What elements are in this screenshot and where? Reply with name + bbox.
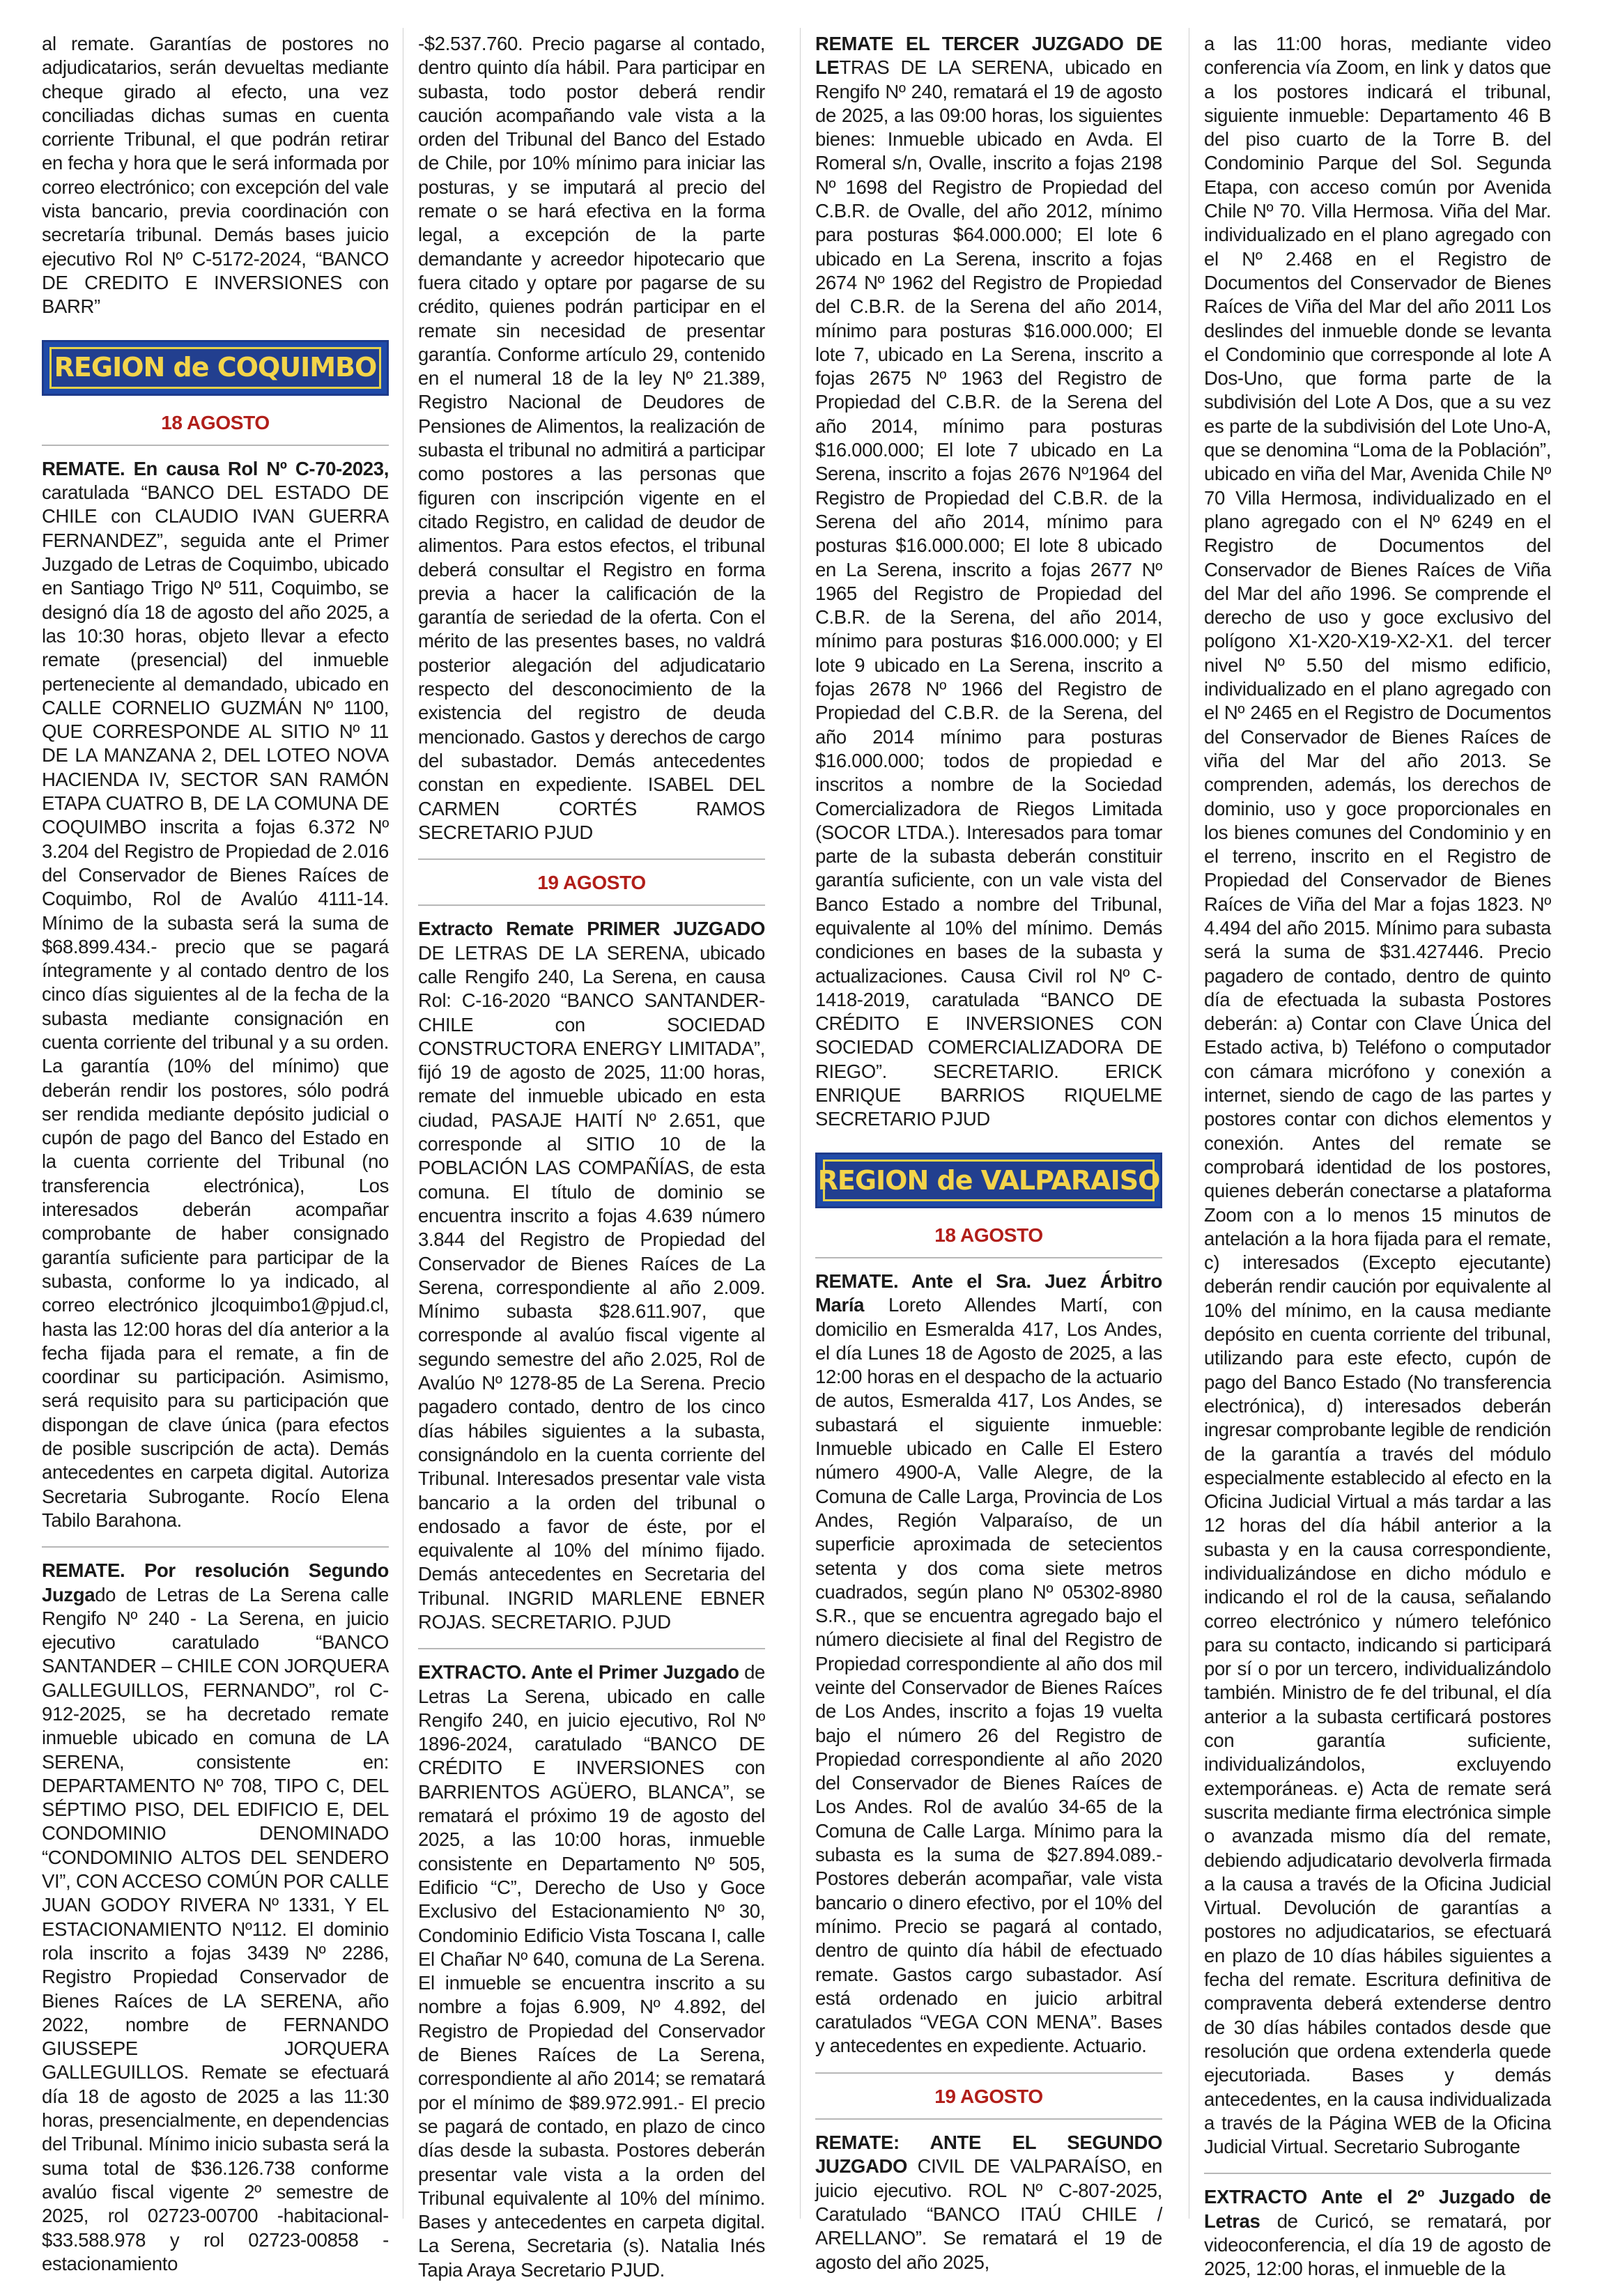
divider [815, 2118, 1162, 2120]
notice-lead: REMATE. En causa Rol Nº C-70-2023, [42, 457, 389, 479]
notice-text: al remate. Garantías de postores no adjudicatarios, serán devueltas mediante cheque girado al efecto, una vez conciliadas dichas sumas en cuenta corriente Tribunal, el que podrán retirar en fecha y hora que le será informada por correo electrónico; con excepción del vale vista bancario, previa coordinación con secretaría tribunal. Demás bases juicio ejecutivo Rol Nº C-5172-2024, “BANCO DE CREDITO E INVERSIONES con BARR” [42, 33, 389, 318]
divider [418, 904, 765, 906]
notice-body: CIVIL DE VALPARAÍSO, en juicio ejecutivo. ROL Nº C-807-2025, Caratulado “BANCO ITAÚ CHILE / ARELLANO”. Se rematará el 19 de agosto del año 2025, [815, 2155, 1162, 2273]
notice-body: DE LETRAS DE LA SERENA, ubicado calle Rengifo 240, La Serena, en causa Rol: C-16-2020 “BANCO SANTANDER-CHILE con SOCIEDAD CONSTRUCTORA ENERGY LIMITADA”, fijó 19 de agosto de 2025, 11:00 horas, remate del inmueble ubicado en esta ciudad, PASAJE HAITÍ Nº 2.651, que corresponde al SITIO 10 de la POBLACIÓN LAS COMPAÑÍAS, de esta comuna. El título de dominio se encuentra inscrito a fojas 4.639 número 3.844 del Registro de Propiedad del Conservador de Bienes Raíces de La Serena, correspondiente al año 2.009. Mínimo subasta $28.611.907, que corresponde al avalúo fiscal vigente al segundo semestre del año 2.025, Rol de Avalúo Nº 1278-85 de La Serena. Precio pagadero contado, dentro de los cinco días hábiles siguientes a la subasta, consignándolo en la cuenta corriente del Tribunal. Interesados presentar vale vista bancario a la orden del tribunal o endosado a favor de éste, por el equivalente al 10% del mínimo fijado. Demás antecedentes en Secretaria del Tribunal. INGRID MARLENE EBNER ROJAS. SECRETARIO. PJUD [418, 941, 765, 1633]
date-heading: 18 AGOSTO [161, 411, 270, 433]
column-3 [815, 32, 1162, 2288]
region-title: REGION de COQUIMBO [54, 352, 377, 383]
divider [42, 1546, 389, 1548]
date-heading: 19 AGOSTO [934, 2085, 1043, 2107]
date-heading: 18 AGOSTO [934, 1224, 1043, 1246]
notice [42, 1559, 389, 2276]
divider [42, 445, 389, 446]
notice [418, 917, 765, 1634]
divider [815, 2072, 1162, 2074]
region-header-valparaiso [815, 1153, 1162, 1208]
divider [1204, 2173, 1551, 2174]
column-4 [1204, 32, 1551, 2295]
notice-lead: EXTRACTO Ante el 2º Juzgado de Letras [1204, 2186, 1551, 2232]
notice [815, 32, 1162, 1132]
divider [815, 1257, 1162, 1258]
notice-body: de Letras La Serena, ubicado en calle Rengifo 240, en juicio ejecutivo, Rol Nº 1896-2024, caratulado “BANCO DE CRÉDITO E INVERSIONES con BARRIENTOS AGÜERO, BLANCA”, se rematará el próximo 19 de agosto del 2025, a las 10:00 horas, inmueble consistente en Departamento Nº 505, Edificio “C”, Derecho de Uso y Goce Exclusivo del Estacionamiento Nº 30, Condominio Edificio Vista Toscana I, calle El Chañar Nº 640, comuna de La Serena. El inmueble se encuentra inscrito a su nombre a fojas 6.909, Nº 4.892, del Registro de Propiedad del Conservador de Bienes Raíces de La Serena, correspondiente al año 2014; se rematará por el mínimo de $89.972.991.- El precio se pagará de contado, en plazo de cinco días desde la subasta. Postores deberán presentar vale vista a la orden del Tribunal equivalente al 10% del mínimo. Bases y antecedentes en carpeta digital. La Serena, Secretaria (s). Natalia Inés Tapia Araya Secretario PJUD. [418, 1661, 765, 2281]
notice-lead: REMATE: ANTE EL SEGUNDO JUZGADO [815, 2132, 1162, 2178]
region-title: REGION de VALPARAISO [817, 1164, 1160, 1196]
notice-lead: Extracto Remate PRIMER JUZGADO [418, 918, 765, 940]
notice [42, 457, 389, 1532]
notice [815, 2131, 1162, 2274]
notice-lead: REMATE EL TERCER JUZGADO DE LE [815, 33, 1162, 79]
notice-lead: REMATE. Por resolución Segundo Juzga [42, 1559, 389, 1605]
notice [1204, 2185, 1551, 2281]
column-1 [42, 32, 389, 2290]
region-header-coquimbo [42, 340, 389, 396]
divider [418, 1648, 765, 1649]
notice-text: a las 11:00 horas, mediante video conferencia vía Zoom, en link y datos que a los postores indicará el tribunal, siguiente inmueble: Departamento 46 B del piso cuarto de la Torre B. del Condominio Parque del Sol. Segunda Etapa, con acceso común por Avenida Chile Nº 70. Villa Hermosa. Viña del Mar. individualizado en el plano agregado con el Nº 2.468 en el Registro de Documentos del Conservador de Bienes Raíces de Viña del Mar del año 2011 Los deslindes del inmueble donde se levanta el Condominio que corresponde al lote A Dos-Uno, que forma parte de la subdivisión del Lote A Dos, que a su vez es parte de la subdivisión del Lote Uno-A, que se denomina “Loma de la Población”, ubicado en viña del Mar, Avenida Chile Nº 70 Villa Hermosa, individualizado en el plano agregado con el Nº 6249 en el Registro de Documentos del Conservador de Bienes Raíces de Viña del Mar del año 1996. Se comprende el derecho de uso y goce exclusivo del polígono X1-X20-X19-X2-X1. del tercer nivel Nº 5.50 del mismo edificio, individualizado en el plano agregado con el Nº 2465 en el Registro de Documentos del Conservador de Bienes Raíces de viña del Mar del año 2013. Se comprenden, además, los derechos de dominio, uso y goce proporcionales en los bienes comunes del Condominio y en el terreno, inscrito en el Registro de Propiedad del Conservador de Bienes Raíces de Viña del Mar a fojas 1823. Nº 4.494 del año 2015. Mínimo para subasta será la suma de $31.427446. Precio pagadero de contado, dentro de quinto día de efectuada la subasta Postores deberán: a) Contar con Clave Única del Estado activa, b) Teléfono o computador con cámara micrófono y conexión a internet, siendo de cago de las partes y postores contar con dichos elementos y conexión. Antes del remate se comprobará identidad de los postores, quienes deberán conectarse a plataforma Zoom con a lo menos 15 minutos de antelación a la hora fijada para el remate, c) interesados (Excepto ejecutante) deberán rendir caución por equivalente al 10% del mínimo, en la causa mediante depósito en cuenta corriente del tribunal, utilizando para este efecto, cupón de pago del Banco Estado (No transferencia electrónica), d) interesados deberán ingresar comprobante legible de rendición de la garantía a través del módulo especialmente establecido al efecto en la Oficina Judicial Virtual a más tardar a las 12 horas del día hábil anterior a la subasta y en la causa correspondiente, individualizándose en dicho módulo e indicando el rol de la causa, señalando correo electrónico y número telefónico para su contacto, indicando si participará por sí o por un tercero, individualizándolo también. Ministro de fe del tribunal, el día anterior a la subasta certificará postores con garantía suficiente, individualizándolos, excluyendo extemporáneas. e) Acta de remate será suscrita mediante firma electrónica simple o avanzada mismo día del remate, debiendo adjudicatario devolverla firmada a la causa a través de la Oficina Judicial Virtual. Devolución de garantías a postores no adjudicatarios, se efectuará en plazo de 10 días hábiles siguientes a fecha del remate. Escritura definitiva de compraventa deberá extenderse dentro de 30 días hábiles contados desde que resolución que ordena extenderla quede ejecutoriada. Bases y demás antecedentes, en la causa individualizada a través de la Página WEB de la Oficina Judicial Virtual. Secretario Subrogante [1204, 33, 1551, 2158]
notice [815, 1270, 1162, 2058]
notice-lead: REMATE. Ante el Sra. Juez Árbitro María [815, 1270, 1162, 1316]
notice-body: do de Letras de La Serena calle Rengifo Nº 240 - La Serena, en juicio ejecutivo caratulado “BANCO SANTANDER – CHILE CON JORQUERA GALLEGUILLOS, FERNANDO”, rol C-912-2025, se ha decretado remate inmueble ubicado en comuna de LA SERENA, consistente en: DEPARTAMENTO Nº 708, TIPO C, DEL SÉPTIMO PISO, DEL EDIFICIO E, DEL CONDOMINIO DENOMINADO “CONDOMINIO ALTOS DEL SENDERO VI”, CON ACCESO COMÚN POR CALLE JUAN GODOY RIVERA Nº 1331, Y EL ESTACIONAMIENTO Nº112. El dominio rola inscrito a fojas 3439 Nº 2286, Registro Propiedad Conservador de Bienes Raíces de LA SERENA, año 2022, nombre de FERNANDO GIUSSEPE JORQUERA GALLEGUILLOS. Remate se efectuará día 18 de agosto de 2025 a las 11:30 horas, presencialmente, en dependencias del Tribunal. Mínimo inicio subasta será la suma total de $36.126.738 conforme avalúo fiscal vigente 2º semestre de 2025, rol 02723-00700 -habitacional- $33.588.978 y rol 02723-00858 -estacionamiento [42, 1583, 389, 2274]
notice-body: de Curicó, se rematará, por videoconferencia, el día 19 de agosto de 2025, 12:00 horas, el inmueble de la [1204, 2210, 1551, 2280]
column-2 [418, 32, 765, 2296]
notice-body: caratulada “BANCO DEL ESTADO DE CHILE con CLAUDIO IVAN GUERRA FERNANDEZ”, seguida ante el Primer Juzgado de Letras de Coquimbo, ubicado en Santiago Trigo Nº 511, Coquimbo, se designó día 18 de agosto del año 2025, a las 10:30 horas, objeto llevar a efecto remate (presencial) del inmueble perteneciente al demandado, ubicado en CALLE CORNELIO GUZMÁN Nº 1100, QUE CORRESPONDE AL SITIO Nº 11 DE LA MANZANA 2, DEL LOTEO NOVA HACIENDA IV, SECTOR SAN RAMÓN ETAPA CUATRO B, DE LA COMUNA DE COQUIMBO inscrita a fojas 6.372 Nº 3.204 del Registro de Propiedad de 2.016 del Conservador de Bienes Raíces de Coquimbo, Rol de Avalúo 4111-14. Mínimo de la subasta será la suma de $68.899.434.- precio que se pagará íntegramente y al contado dentro de los cinco días siguientes al de la fecha de la subasta mediante consignación en cuenta corriente del tribunal y a su orden. La garantía (10% del mínimo) que deberán rendir los postores, sólo podrá ser rendida mediante depósito judicial o cupón de pago del Banco del Estado en la cuenta corriente del Tribunal (no transferencia electrónica), Los interesados deberán acompañar comprobante de haber consignado garantía suficiente para participar de la subasta, conforme lo ya indicado, al correo electrónico jlcoquimbo1@pjud.cl, hasta las 12:00 horas del día anterior a la fecha fijada para el remate, a fin de coordinar su participación. Asimismo, será requisito para su participación que dispongan de clave única (para efectos de posible suscripción de acta). Demás antecedentes en carpeta digital. Autoriza Secretaria Subrogante. Rocío Elena Tabilo Barahona. [42, 481, 389, 1531]
notice-text: -$2.537.760. Precio pagarse al contado, dentro quinto día hábil. Para participar en subasta, todo postor deberá rendir caución acompañando vale vista a la orden del Tribunal del Banco del Estado de Chile, por 10% mínimo para iniciar las posturas, y se imputará al precio del remate o se hará efectiva en la forma legal, a excepción de la parte demandante y acreedor hipotecario que fuera citado y optare por pagarse de su crédito, quienes podrán participar en el remate sin necesidad de presentar garantía. Conforme artículo 29, contenido en el numeral 18 de la ley Nº 21.389, Registro Nacional de Deudores de Pensiones de Alimentos, la realización de subasta el tribunal no admitirá a participar como postores a las personas que figuren con inscripción vigente en el citado Registro, en calidad de deudor de alimentos. Para estos efectos, el tribunal deberá consultar el Registro en forma previa a hacer la calificación de la garantía de seriedad de la oferta. Con el mérito de las presentes bases, no valdrá posterior alegación del adjudicatario respecto del desconocimiento de la existencia del registro de deuda mencionado. Gastos y derechos de cargo del subastador. Demás antecedentes constan en expediente. ISABEL DEL CARMEN CORTÉS RAMOS SECRETARIO PJUD [418, 33, 765, 843]
column-divider [800, 28, 801, 2219]
notice-body: Loreto Allendes Martí, con domicilio en Esmeralda 417, Los Andes, el día Lunes 18 de Agosto de 2025, a las 12:00 horas en el despacho de la actuario de autos, Esmeralda 417, Los Andes, se subastará el siguiente inmueble: Inmueble ubicado en Calle El Estero número 4900-A, Valle Alegre, de la Comuna de Calle Larga, Provincia de Los Andes, Región Valparaíso, de un superficie aproximada de setecientos setenta y dos coma siete metros cuadrados, según plano Nº 05302-8980 S.R., que se encuentra agregado bajo el número diecisiete al final del Registro de Propiedad correspondiente al año dos mil veinte del Conservador de Bienes Raíces de Los Andes, inscrito a fojas 19 vuelta bajo el número 26 del Registro de Propiedad correspondiente al año 2020 del Conservador de Bienes Raíces de Los Andes. Rol de avalúo 34-65 de la Comuna de Calle Larga. Mínimo para la subasta es la suma de $27.894.089.- Postores deberán acompañar, vale vista bancario o dinero efectivo, por el 10% del mínimo. Precio se pagará al contado, dentro de quinto día hábil de efectuado remate. Gastos cargo subastador. Así está ordenado en juicio arbitral caratulados “VEGA CON MENA”. Bases y antecedentes en expediente. Actuario. [815, 1294, 1162, 2057]
notice-body: TRAS DE LA SERENA, ubicado en Rengifo Nº 240, rematará el 19 de agosto de 2025, a las 09:00 horas, los siguientes bienes: Inmueble ubicado en Avda. El Romeral s/n, Ovalle, inscrito a fojas 2198 Nº 1698 del Registro de Propiedad del C.B.R. de Ovalle, del año 2012, mínimo para posturas $64.000.000; El lote 6 ubicado en La Serena, inscrito a fojas 2674 Nº 1962 del Registro de Propiedad del C.B.R. de la Serena del año 2014, mínimo para posturas $16.000.000; El lote 7, ubicado en La Serena, inscrito a fojas 2675 Nº 1963 del Registro de Propiedad del C.B.R. de la Serena del año 2014, mínimo para posturas $16.000.000; El lote 7 ubicado en La Serena, inscrito a fojas 2676 Nº1964 del Registro de Propiedad del C.B.R. de la Serena del año 2014, mínimo para posturas $16.000.000; El lote 8 ubicado en La Serena, inscrito a fojas 2677 Nº 1965 del Registro de Propiedad del C.B.R. de la Serena, del año 2014, mínimo para posturas $16.000.000; y El lote 9 ubicado en La Serena, inscrito a fojas 2678 Nº 1966 del Registro de Propiedad del C.B.R. de la Serena, del año 2014 mínimo para posturas $16.000.000; todos de propiedad e inscritos a nombre de la Sociedad Comercializadora de Riegos Limitada (SOCOR LTDA.). Interesados para tomar parte de la subasta deberán constituir garantía suficiente, con un vale vista del Banco Estado a nombre del Tribunal, equivalente al 10% del mínimo. Demás condiciones en bases de la subasta y actualizaciones. Causa Civil rol Nº C-1418-2019, caratulada “BANCO DE CRÉDITO E INVERSIONES CON SOCIEDAD COMERCIALIZADORA DE RIEGO”. SECRETARIO. ERICK ENRIQUE BARRIOS RIQUELME SECRETARIO PJUD [815, 56, 1162, 1130]
notice [418, 1661, 765, 2282]
divider [418, 858, 765, 860]
notice-lead: EXTRACTO. Ante el Primer Juzgado [418, 1661, 739, 1684]
date-heading: 19 AGOSTO [537, 872, 646, 894]
